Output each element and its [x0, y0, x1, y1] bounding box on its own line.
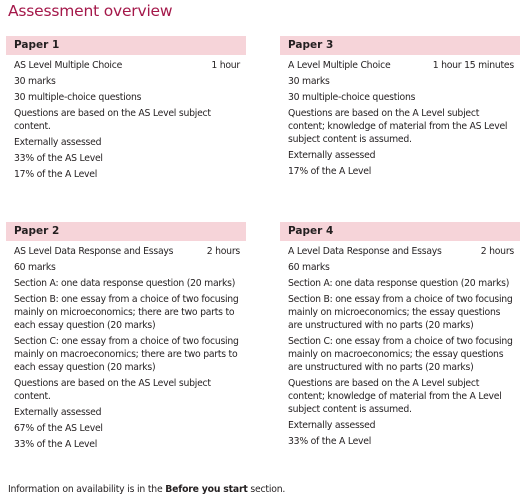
paper-line: Questions are based on the AS Level subject: [14, 378, 211, 389]
paper-line: mainly on microeconomics; the essay questions: [288, 307, 501, 318]
paper-line: each essay question (20 marks): [14, 320, 156, 331]
paper-line: mainly on macroeconomics; the essay questions: [288, 349, 504, 360]
paper-line: mainly on microeconomics; there are two parts to: [14, 307, 235, 318]
paper-4-box: [280, 222, 520, 451]
paper-duration: 2 hours: [206, 246, 240, 257]
paper-line: Section C: one essay from a choice of two focusing: [14, 336, 239, 347]
paper-line: Questions are based on the A Level subject: [288, 108, 480, 119]
paper-subject-row: [288, 245, 520, 258]
paper-line: 30 marks: [288, 76, 330, 87]
paper-subject: A Level Multiple Choice: [288, 60, 391, 71]
before-you-start-reference: Before you start: [165, 484, 248, 495]
paper-line: 33% of the AS Level: [14, 153, 103, 164]
paper-line: mainly on macroeconomics; there are two parts to: [14, 349, 238, 360]
paper-line: subject content is assumed.: [288, 134, 412, 145]
page-title: Assessment overview: [8, 2, 173, 20]
paper-line: 60 marks: [14, 262, 56, 273]
paper-line: 30 multiple-choice questions: [14, 92, 142, 103]
paper-line: 33% of the A Level: [14, 439, 98, 450]
paper-3-box: [280, 36, 520, 181]
paper-line: Section B: one essay from a choice of two focusing: [14, 294, 239, 305]
paper-subject-row: [14, 59, 246, 72]
paper-line: content; knowledge of material from the AS Level: [288, 121, 508, 132]
paper-2-box: [6, 222, 246, 454]
paper-line: Section B: one essay from a choice of two focusing: [288, 294, 513, 305]
paper-header: Paper 1: [6, 36, 246, 55]
paper-header: Paper 2: [6, 222, 246, 241]
paper-subject: A Level Data Response and Essays: [288, 246, 442, 257]
paper-line: 30 marks: [14, 76, 56, 87]
availability-note: [8, 484, 285, 495]
paper-line: content; knowledge of material from the A Level: [288, 391, 502, 402]
paper-subject-row: [288, 59, 520, 72]
paper-subject: AS Level Multiple Choice: [14, 60, 123, 71]
paper-line: 30 multiple-choice questions: [288, 92, 416, 103]
paper-header: Paper 3: [280, 36, 520, 55]
paper-line: Externally assessed: [288, 150, 376, 161]
paper-line: Externally assessed: [14, 407, 102, 418]
paper-subject: AS Level Data Response and Essays: [14, 246, 174, 257]
paper-line: Questions are based on the A Level subject: [288, 378, 480, 389]
paper-line: each essay question (20 marks): [14, 362, 156, 373]
paper-duration: 1 hour 15 minutes: [432, 60, 514, 71]
paper-line: 67% of the AS Level: [14, 423, 103, 434]
paper-line: content.: [14, 121, 51, 132]
paper-duration: 1 hour: [211, 60, 240, 71]
paper-line: Section A: one data response question (20 marks): [288, 278, 510, 289]
paper-line: Externally assessed: [288, 420, 376, 431]
paper-line: Section A: one data response question (20 marks): [14, 278, 236, 289]
paper-line: content.: [14, 391, 51, 402]
paper-line: Questions are based on the AS Level subject: [14, 108, 211, 119]
paper-line: 60 marks: [288, 262, 330, 273]
paper-line: Externally assessed: [14, 137, 102, 148]
paper-line: 33% of the A Level: [288, 436, 372, 447]
paper-line: are unstructured with no parts (20 marks): [288, 320, 474, 331]
paper-duration: 2 hours: [480, 246, 514, 257]
paper-line: 17% of the A Level: [14, 169, 98, 180]
paper-line: subject content is assumed.: [288, 404, 412, 415]
paper-1-box: [6, 36, 246, 184]
footer-text-after: section.: [247, 484, 286, 495]
paper-header: Paper 4: [280, 222, 520, 241]
paper-line: 17% of the A Level: [288, 166, 372, 177]
paper-subject-row: [14, 245, 246, 258]
footer-text-before: Information on availability is in the: [8, 484, 166, 495]
paper-line: are unstructured with no parts (20 marks): [288, 362, 474, 373]
paper-line: Section C: one essay from a choice of two focusing: [288, 336, 513, 347]
